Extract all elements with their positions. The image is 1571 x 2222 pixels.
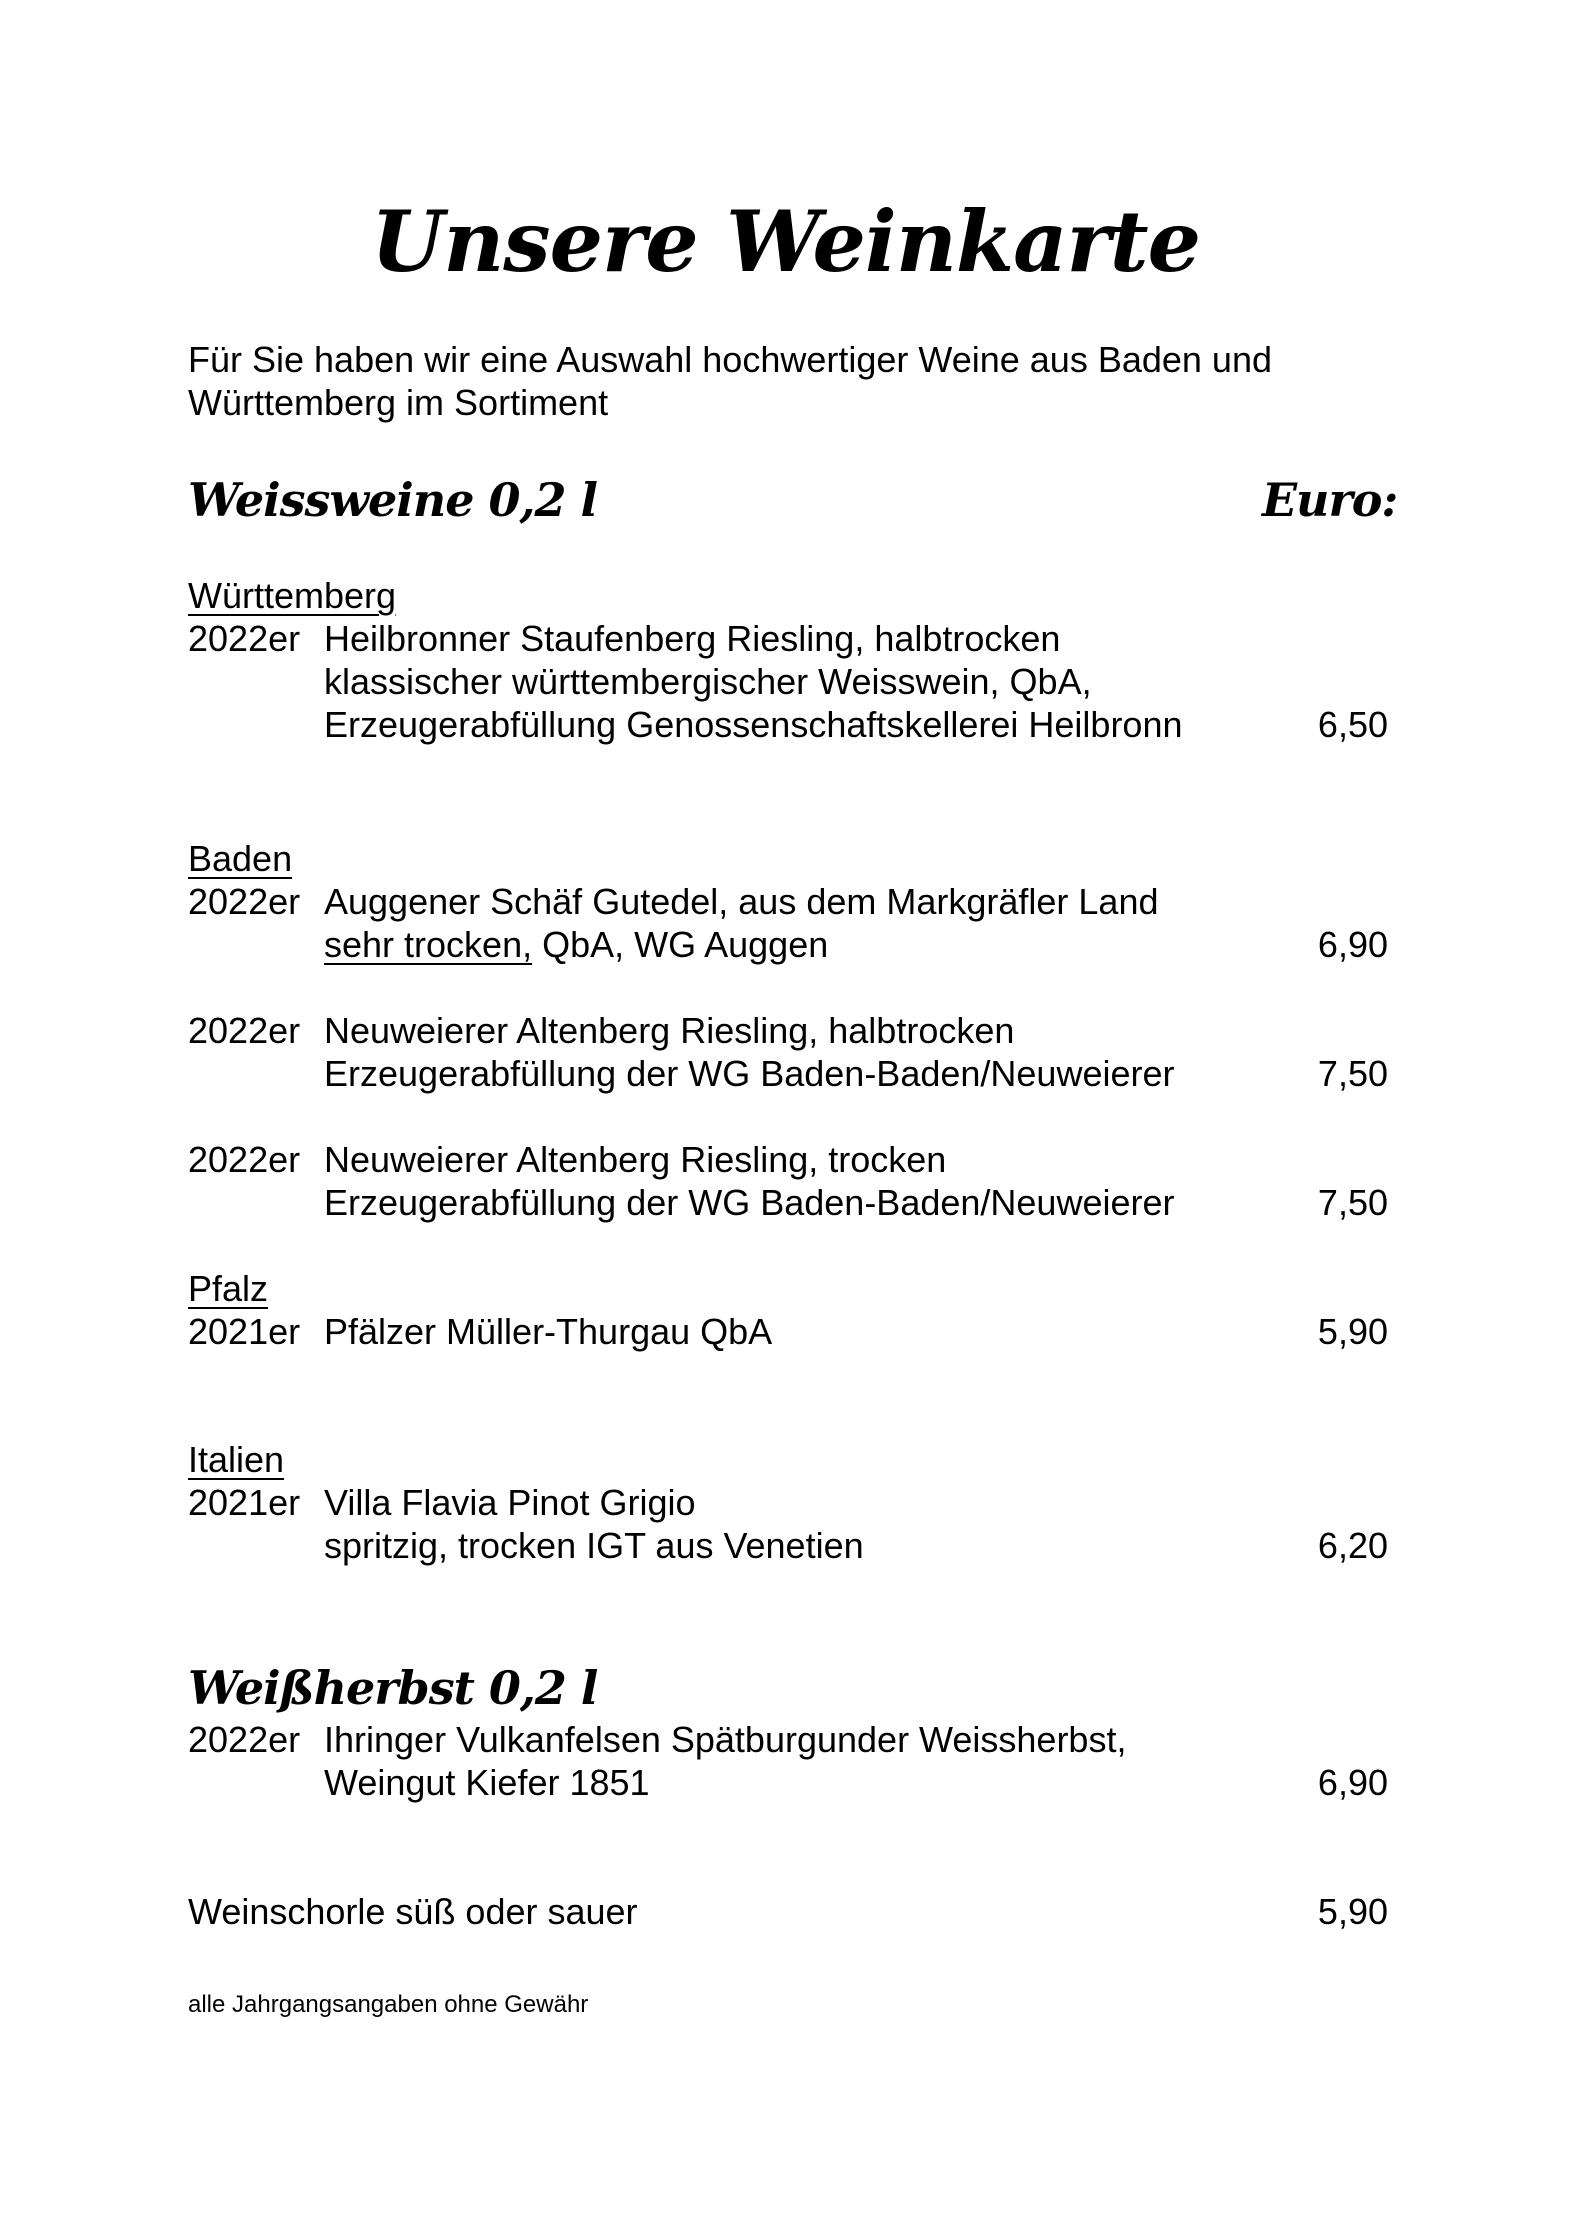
wine-price: 7,50 bbox=[1317, 1053, 1388, 1094]
schorle-price: 5,90 bbox=[1317, 1891, 1388, 1932]
wine-detail: Erzeugerabfüllung der WG Baden-Baden/Neuweierer bbox=[324, 1182, 1175, 1223]
wine-year: 2022er bbox=[188, 1139, 301, 1180]
wine-year: 2021er bbox=[188, 1311, 301, 1352]
wine-price: 6,90 bbox=[1317, 1762, 1388, 1803]
wine-year: 2021er bbox=[188, 1482, 301, 1523]
region-heading-wuerttemberg: Württemberg bbox=[188, 575, 397, 616]
wine-detail: klassischer württembergischer Weisswein, QbA, bbox=[324, 661, 1092, 702]
wine-detail bbox=[324, 923, 828, 966]
wine-detail-underlined: sehr trocken, bbox=[324, 924, 533, 965]
wine-year: 2022er bbox=[188, 881, 301, 922]
wine-detail: Erzeugerabfüllung Genossenschaftskellerei Heilbronn bbox=[324, 704, 1183, 745]
wine-price: 6,50 bbox=[1317, 704, 1388, 745]
weissherbst-heading: Weißherbst 0,2 l bbox=[188, 1661, 598, 1715]
schorle-label: Weinschorle süß oder sauer bbox=[188, 1891, 638, 1932]
intro-text bbox=[188, 338, 1388, 424]
wine-year: 2022er bbox=[188, 1719, 301, 1760]
wine-name: Ihringer Vulkanfelsen Spätburgunder Weissherbst, bbox=[324, 1719, 1127, 1760]
intro-line-2: Württemberg im Sortiment bbox=[188, 382, 609, 423]
region-heading-italien: Italien bbox=[188, 1439, 285, 1480]
wine-detail: Erzeugerabfüllung der WG Baden-Baden/Neuweierer bbox=[324, 1053, 1175, 1094]
wine-name: Neuweierer Altenberg Riesling, trocken bbox=[324, 1139, 947, 1180]
intro-line-1: Für Sie haben wir eine Auswahl hochwertiger Weine aus Baden und bbox=[188, 339, 1272, 380]
white-wines-heading: Weissweine 0,2 l bbox=[188, 473, 598, 527]
wine-price: 6,20 bbox=[1317, 1525, 1388, 1566]
wine-name: Villa Flavia Pinot Grigio bbox=[324, 1482, 696, 1523]
wine-price: 6,90 bbox=[1317, 924, 1388, 965]
region-heading-pfalz: Pfalz bbox=[188, 1268, 269, 1309]
region-heading-baden: Baden bbox=[188, 838, 293, 879]
wine-detail: spritzig, trocken IGT aus Venetien bbox=[324, 1525, 864, 1566]
footnote: alle Jahrgangsangaben ohne Gewähr bbox=[188, 1991, 589, 2018]
wine-detail-rest: QbA, WG Auggen bbox=[532, 924, 829, 965]
wine-price: 5,90 bbox=[1317, 1311, 1388, 1352]
wine-detail: Weingut Kiefer 1851 bbox=[324, 1762, 650, 1803]
wine-name: Pfälzer Müller-Thurgau QbA bbox=[324, 1311, 773, 1352]
wine-name: Auggener Schäf Gutedel, aus dem Markgräfler Land bbox=[324, 881, 1159, 922]
wine-year: 2022er bbox=[188, 618, 301, 659]
wine-name: Neuweierer Altenberg Riesling, halbtrocken bbox=[324, 1010, 1015, 1051]
wine-name: Heilbronner Staufenberg Riesling, halbtrocken bbox=[324, 618, 1061, 659]
wine-price: 7,50 bbox=[1317, 1182, 1388, 1223]
page-title: Unsere Weinkarte bbox=[370, 192, 1201, 291]
wine-year: 2022er bbox=[188, 1010, 301, 1051]
price-column-header: Euro: bbox=[1262, 473, 1398, 527]
